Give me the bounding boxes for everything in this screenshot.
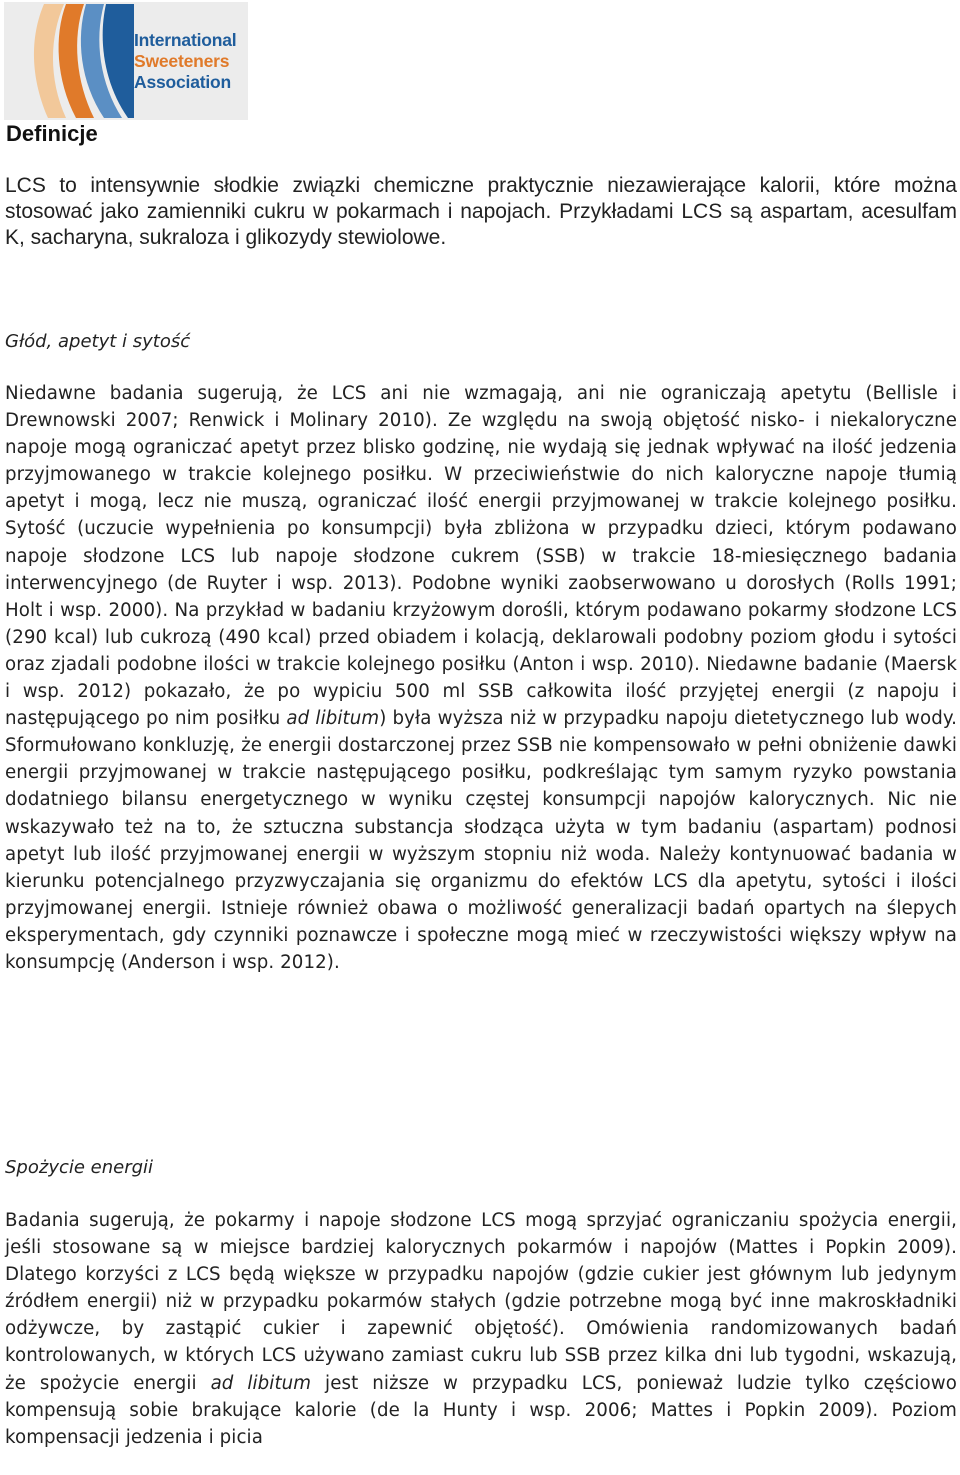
page-heading: Definicje bbox=[6, 121, 98, 146]
hunger-text-a: Niedawne badania sugerują, że LCS ani nie wzmagają, ani nie ograniczają apetytu (Bellisle i Drewnowski 2007; Renwick i Molinary 2010). Ze względu na swoją objętość nisko- i niekaloryczne napoje mogą ograniczać apetyt przez blisko godzinę, nie wydają się jednak wpływać na ilość jedzenia przyjmowanego w trakcie kolejnego posiłku. W przeciwieństwie do nich kaloryczne napoje tłumią apetyt i mogą, lecz nie muszą, ograniczać ilość energii przyjmowanej w trakcie kolejnego posiłku. Sytość (uczucie wypełnienia po konsumpcji) była zbliżona w przypadku dzieci, którym podawano napoje słodzone LCS lub napoje słodzone cukrem (SSB) w trakcie 18-miesięcznego badania interwencyjnego (de Ruyter i wsp. 2013). Podobne wyniki zaobserwowano u dorosłych (Rolls 1991; Holt i wsp. 2000). Na przykład w badaniu krzyżowym dorośli, którym podawano pokarmy słodzone LCS (290 kcal) lub cukrozą (490 kcal) przed obiadem i kolacją, deklarowali podobny poziom głodu i sytości oraz zjadali podobne ilości w trakcie kolejnego posiłku (Anton i wsp. 2010). Niedawne badanie (Maersk i wsp. 2012) pokazało, że po wypiciu 500 ml SSB całkowita ilość przyjętej energii (z napoju i następującego po nim posiłku bbox=[5, 383, 957, 730]
energy-italic-term: ad libitum bbox=[210, 1372, 312, 1394]
energy-text-b: jest niższe w przypadku LCS, ponieważ ludzie tylko częściowo kompensują sobie brakujące kalorie (de la Hunty i wsp. 2006; Mattes i Popkin 2009). Poziom kompensacji jedzenia i picia bbox=[5, 1372, 957, 1448]
energy-paragraph bbox=[5, 1207, 957, 1451]
logo-line-1: International bbox=[134, 30, 237, 50]
isa-logo bbox=[4, 2, 248, 120]
logo-line-3: Association bbox=[134, 72, 231, 92]
definition-paragraph: LCS to intensywnie słodkie związki chemiczne praktycznie niezawierające kalorii, które można stosować jako zamienniki cukru w pokarmach i napojach. Przykładami LCS są aspartam, acesulfam K, sacharyna, sukraloza i glikozydy stewiolowe. bbox=[5, 174, 957, 249]
hunger-paragraph bbox=[5, 380, 957, 976]
section-title-energy: Spożycie energii bbox=[5, 1157, 154, 1178]
sweetener-wave-icon bbox=[4, 2, 134, 120]
energy-text-a: Badania sugerują, że pokarmy i napoje słodzone LCS mogą sprzyjać ograniczaniu spożycia energii, jeśli stosowane są w miejsce bardziej kalorycznych pokarmów i napojów (Mattes i Popkin 2009). Dlatego korzyści z LCS będą większe w przypadku napojów (gdzie cukier jest głównym lub jedynym źródłem energii) niż w przypadku pokarmów stałych (gdzie potrzebne mogą być inne makroskładniki odżywcze, by zastąpić cukier i zapewnić objętość). Omówienia randomizowanych badań kontrolowanych, w których LCS używano zamiast cukru lub SSB przez kilka dni lub tygodni, wskazują, że spożycie energii bbox=[5, 1210, 957, 1394]
logo-wordmark bbox=[134, 30, 236, 93]
hunger-italic-term: ad libitum bbox=[286, 708, 380, 730]
section-title-hunger: Głód, apetyt i sytość bbox=[5, 331, 191, 352]
logo-line-2: Sweeteners bbox=[134, 51, 230, 71]
hunger-text-b: ) była wyższa niż w przypadku napoju dietetycznego lub wody. Sformułowano konkluzję, że energii dostarczonej przez SSB nie kompensowało w pełni obniżenie dawki energii przyjmowanej w trakcie następującego posiłku, podkreślając tym samym ryzyko powstania dodatniego bilansu energetycznego w wyniku częstej konsumpcji napojów kalorycznych. Nic nie wskazywało też na to, że sztuczna substancja słodząca użyta w tym badaniu (aspartam) podnosi apetyt lub ilość przyjmowanej energii w wyższym stopniu niż woda. Należy kontynuować badania w kierunku potencjalnego przyzwyczajania się organizmu do efektów LCS dla apetytu, sytości i ilości przyjmowanej energii. Istnieje również obawa o możliwość generalizacji badań opartych na ślepych eksperymentach, gdy czynniki poznawcze i społeczne mogą mieć w rzeczywistości większy wpływ na konsumpcję (Anderson i wsp. 2012). bbox=[5, 708, 957, 973]
